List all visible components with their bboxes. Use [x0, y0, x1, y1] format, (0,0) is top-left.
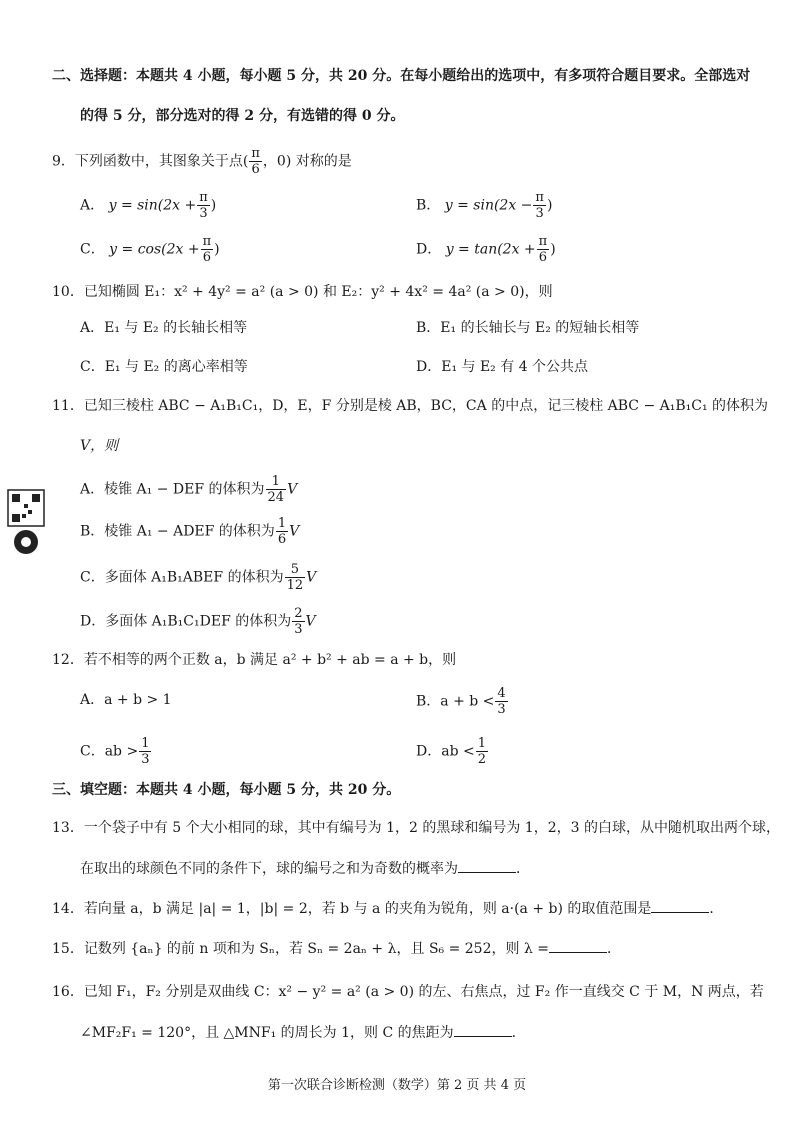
q9-option-d	[416, 234, 556, 265]
frac-den: 24	[267, 490, 285, 505]
frac-num: 4	[497, 686, 506, 701]
answer-blank[interactable]	[454, 1022, 512, 1037]
answer-blank[interactable]	[651, 898, 709, 913]
option-frac	[533, 190, 546, 221]
q9-stem	[52, 146, 352, 177]
frac-den: 2	[477, 752, 486, 767]
option-label: B．	[416, 197, 441, 214]
option-text: B．棱锥 A₁ − ADEF 的体积为	[80, 523, 275, 540]
option-label: A．	[80, 197, 105, 214]
option-expr: y = cos(2x +	[109, 241, 200, 258]
q9-stem-a: 9．下列函数中，其图象关于点(	[52, 153, 249, 170]
q9-option-a	[80, 190, 216, 221]
frac-den: 3	[199, 206, 208, 221]
q9-option-b	[416, 190, 552, 221]
q12-option-d	[416, 736, 489, 767]
option-frac	[201, 234, 214, 265]
q13-line2	[80, 858, 530, 879]
frac-num: 1	[277, 516, 287, 531]
frac-num: 1	[266, 474, 287, 490]
option-text: D．ab <	[416, 743, 475, 760]
frac-num: π	[538, 234, 548, 249]
frac-den: 3	[535, 206, 544, 221]
frac-den: 6	[538, 250, 548, 265]
q15-end: ．	[607, 941, 621, 957]
option-text: C．多面体 A₁B₁ABEF 的体积为	[80, 569, 284, 586]
answer-blank[interactable]	[549, 938, 607, 953]
answer-blank[interactable]	[458, 858, 516, 873]
option-text: A．棱锥 A₁ − DEF 的体积为	[80, 481, 265, 498]
option-expr: y = tan(2x +	[445, 241, 536, 258]
section2-line2: 的得 5 分，部分选对的得 2 分，有选错的得 0 分。	[80, 108, 405, 124]
q10-option-c: C．E₁ 与 E₂ 的离心率相等	[80, 359, 248, 375]
q16-line1: 16．已知 F₁，F₂ 分别是双曲线 C：x² − y² = a² (a > 0) 的左、右焦点，过 F₂ 作一直线交 C 于 M，N 两点，若	[52, 984, 764, 1000]
option-tail: V	[306, 569, 317, 586]
q9-option-c	[80, 234, 220, 265]
frac-den: 6	[277, 532, 287, 547]
q13-text: 在取出的球颜色不同的条件下，球的编号之和为奇数的概率为	[80, 861, 458, 877]
q14-end: ．	[709, 901, 724, 917]
option-close: )	[546, 197, 553, 214]
frac-den: 3	[497, 702, 506, 717]
option-label: C．	[80, 241, 105, 258]
frac-num: π	[535, 190, 544, 205]
option-close: )	[214, 241, 220, 258]
frac-den: 6	[202, 250, 212, 265]
option-frac	[139, 736, 151, 767]
q16-end: ．	[511, 1025, 526, 1041]
option-tail: V	[289, 523, 300, 540]
frac-den: 6	[251, 162, 260, 177]
q13-line1: 13．一个袋子中有 5 个大小相同的球，其中有编号为 1，2 的黑球和编号为 1，2，3 的白球，从中随机取出两个球，	[52, 820, 780, 836]
frac-den: 3	[294, 622, 303, 637]
q11-option-d	[80, 606, 316, 637]
page-footer: 第一次联合诊断检测（数学）第 2 页 共 4 页	[267, 1078, 527, 1093]
q14-text: 14．若向量 a，b 满足 |a| = 1，|b| = 2，若 b 与 a 的夹角为锐角，则 a·(a + b) 的取值范围是	[52, 901, 652, 917]
frac-num: 5	[285, 562, 306, 578]
q12-stem: 12．若不相等的两个正数 a，b 满足 a² + b² + ab = a + b，则	[52, 652, 457, 668]
q16-line2	[80, 1022, 526, 1043]
q10-option-d: D．E₁ 与 E₂ 有 4 个公共点	[416, 359, 589, 375]
option-frac	[476, 736, 488, 767]
option-tail: V	[287, 481, 298, 498]
q16-text: ∠MF₂F₁ = 120°，且 △MNF₁ 的周长为 1，则 C 的焦距为	[80, 1025, 454, 1041]
option-frac	[292, 606, 304, 637]
frac-num: π	[202, 234, 212, 249]
option-expr: y = sin(2x +	[108, 197, 197, 214]
option-frac	[197, 190, 210, 221]
option-text: D．多面体 A₁B₁C₁DEF 的体积为	[80, 613, 292, 630]
q10-option-a: A．E₁ 与 E₂ 的长轴长相等	[80, 320, 248, 336]
q12-option-c	[80, 736, 152, 767]
section3-title: 三、填空题：本题共 4 小题，每小题 5 分，共 20 分。	[52, 782, 401, 798]
option-frac	[495, 686, 507, 717]
option-frac	[276, 516, 288, 547]
q12-option-b	[416, 686, 509, 717]
section2-line1: 二、选择题：本题共 4 小题，每小题 5 分，共 20 分。在每小题给出的选项中，有多项符合题目要求。全部选对	[52, 68, 751, 84]
q11-stem-line2: V，则	[80, 438, 119, 454]
option-close: )	[210, 197, 217, 214]
q14-line	[52, 898, 723, 919]
q11-option-a	[80, 474, 297, 505]
frac-num: 2	[294, 606, 303, 621]
option-tail: V	[305, 613, 316, 630]
option-text: B．a + b <	[416, 693, 495, 710]
frac-num: π	[199, 190, 208, 205]
q15-line	[52, 938, 621, 959]
option-close: )	[550, 241, 556, 258]
option-text: C．ab >	[80, 743, 139, 760]
q10-stem: 10．已知椭圆 E₁：x² + 4y² = a² (a > 0) 和 E₂：y² + 4x² = 4a² (a > 0)，则	[52, 284, 553, 300]
q11-stem-line1: 11．已知三棱柱 ABC − A₁B₁C₁，D，E，F 分别是棱 AB，BC，CA 的中点，记三棱柱 ABC − A₁B₁C₁ 的体积为	[52, 398, 769, 414]
q11-option-b	[80, 516, 299, 547]
option-label: D．	[416, 241, 442, 258]
q11-option-c	[80, 562, 316, 593]
option-frac	[285, 562, 306, 593]
frac-num: 1	[141, 736, 150, 751]
q12-option-a: A．a + b > 1	[80, 692, 172, 708]
option-frac	[537, 234, 550, 265]
option-frac	[266, 474, 287, 505]
q9-stem-frac	[249, 146, 262, 177]
frac-den: 3	[141, 752, 150, 767]
option-expr: y = sin(2x −	[444, 197, 533, 214]
q13-end: ．	[516, 861, 530, 877]
q15-text: 15．记数列 {aₙ} 的前 n 项和为 Sₙ，若 Sₙ = 2aₙ + λ，且 S₆ = 252，则 λ =	[52, 941, 549, 957]
qr-code-icon	[6, 488, 46, 560]
frac-num: π	[251, 146, 260, 161]
frac-den: 12	[286, 578, 304, 593]
q9-stem-b: ，0) 对称的是	[262, 153, 352, 170]
frac-num: 1	[477, 736, 486, 751]
q10-option-b: B．E₁ 的长轴长与 E₂ 的短轴长相等	[416, 320, 640, 336]
